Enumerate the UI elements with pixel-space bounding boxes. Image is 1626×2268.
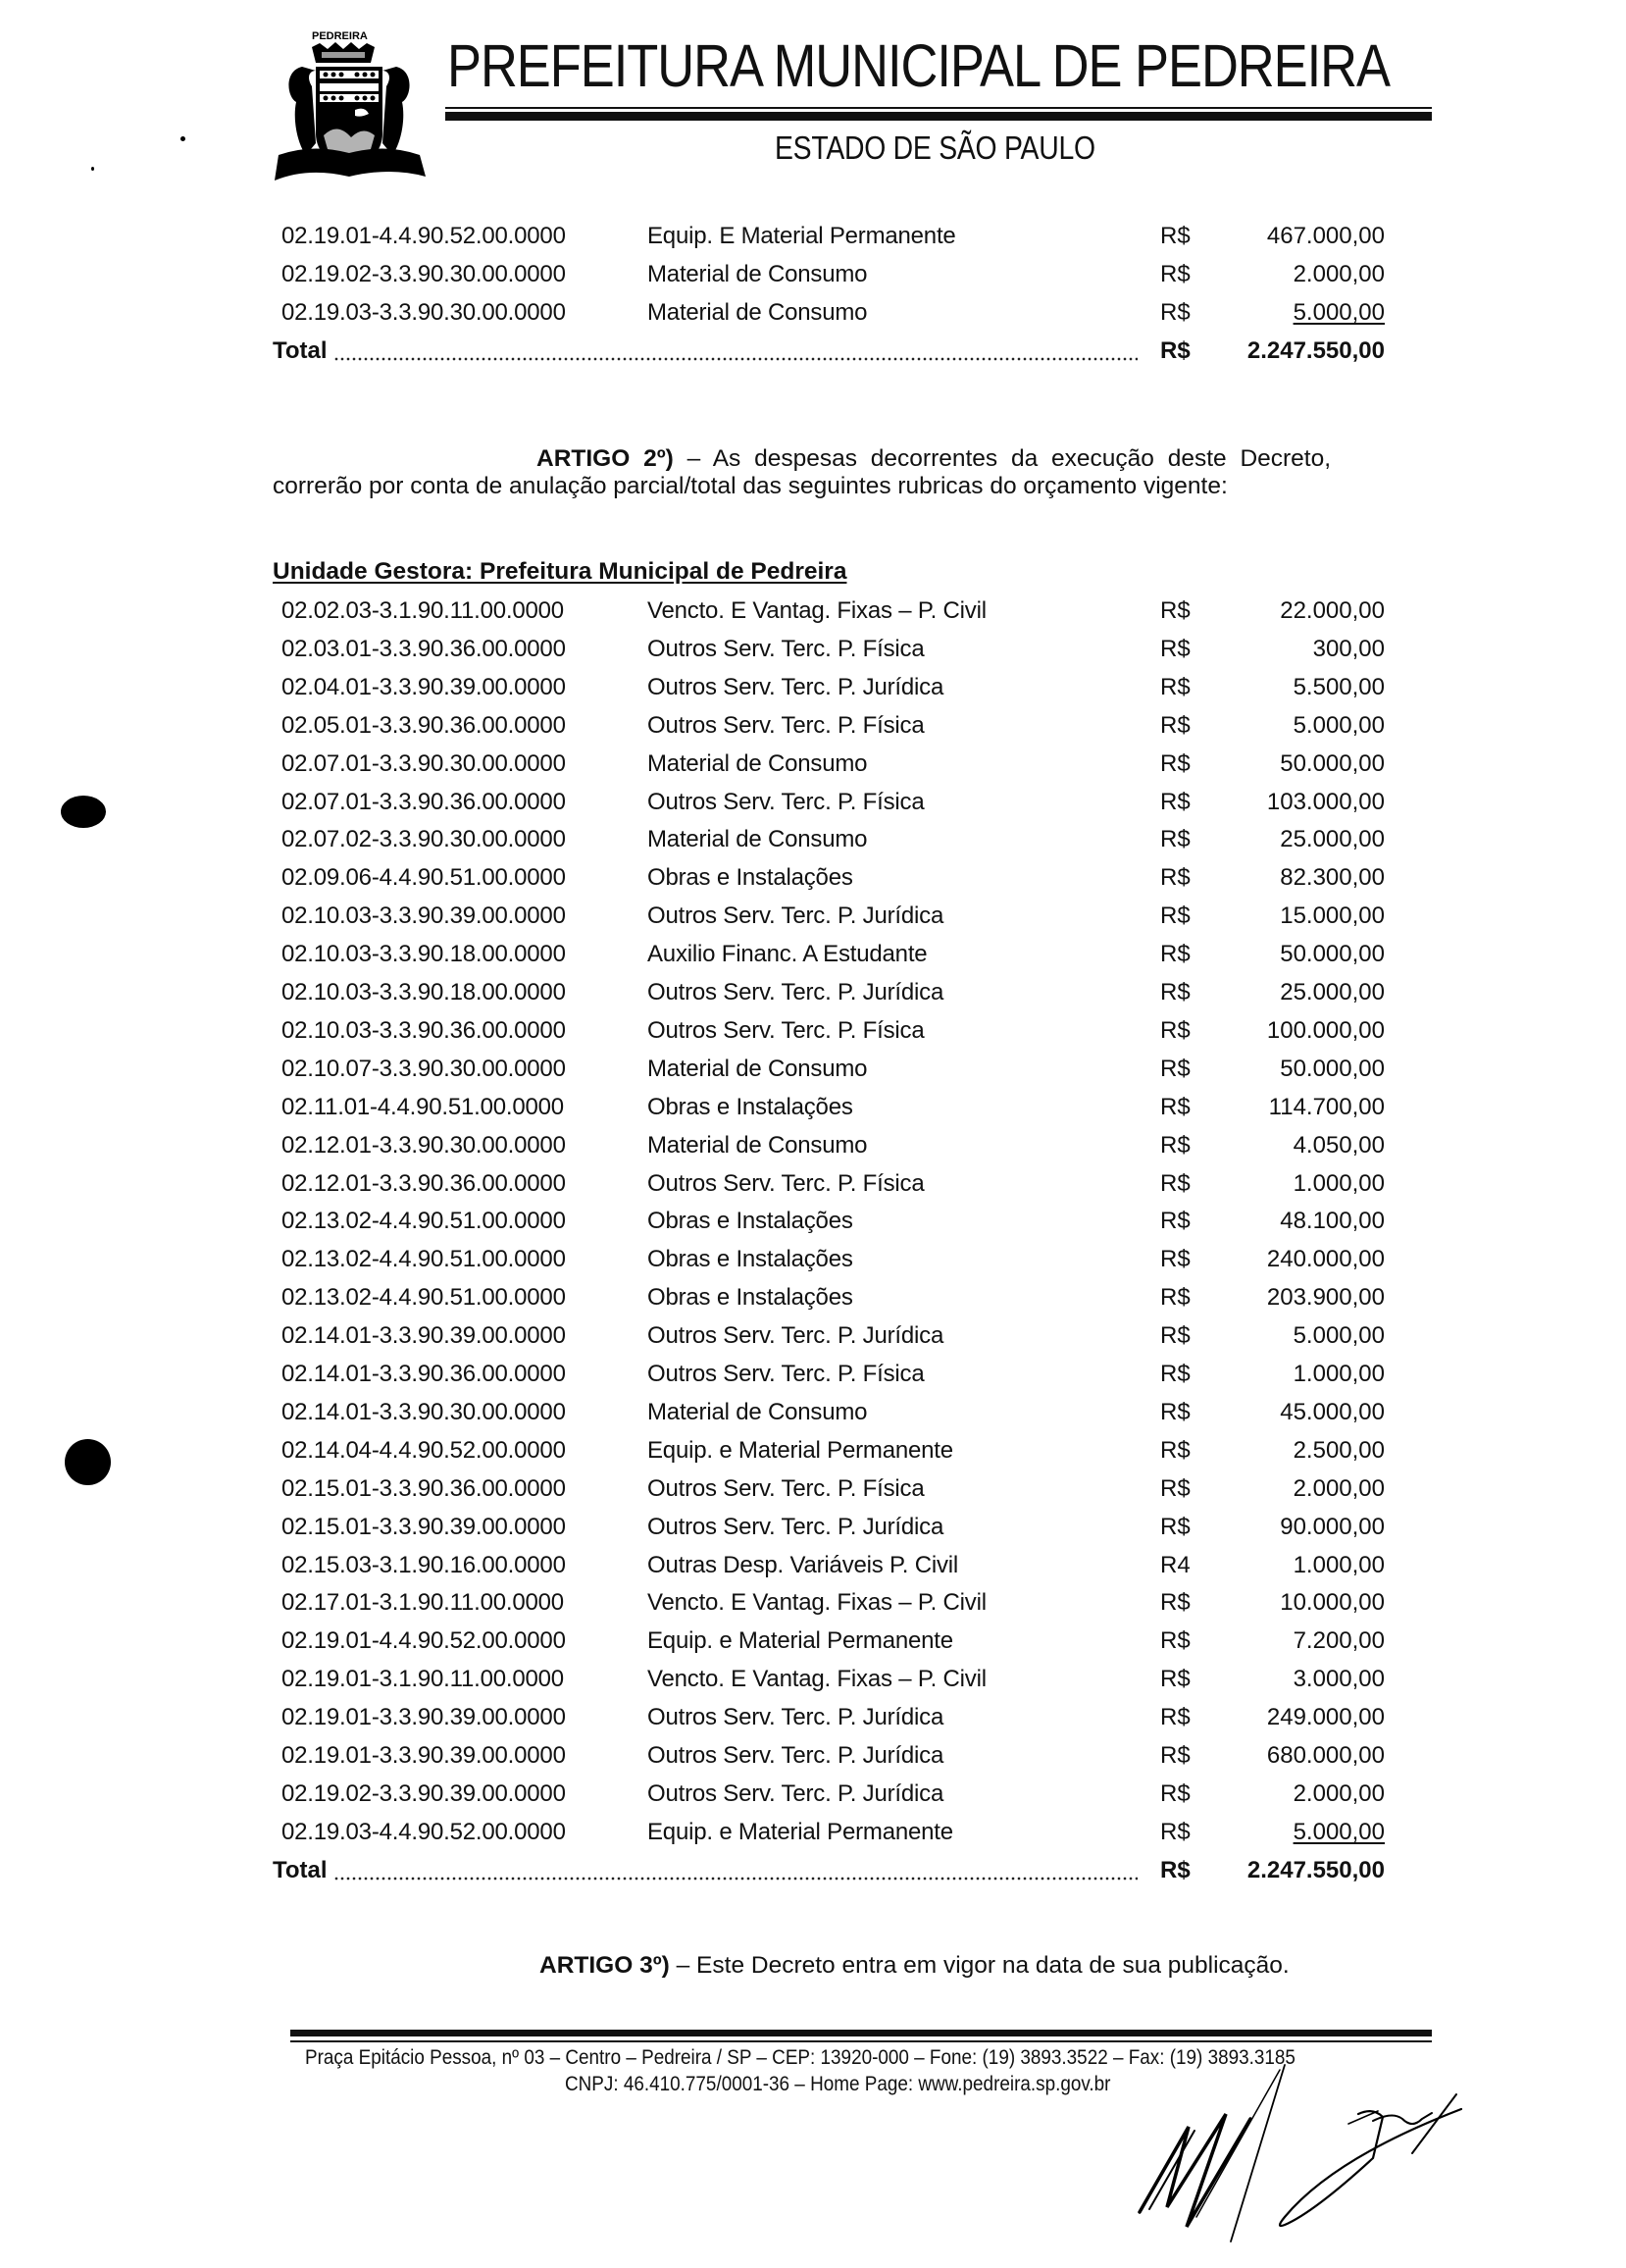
amount-value: 2.000,00	[1293, 261, 1385, 287]
amount-value: 82.300,00	[1280, 864, 1385, 892]
table-row	[281, 1514, 1390, 1547]
table-row	[281, 941, 1390, 974]
account-description: Vencto. E Vantag. Fixas – P. Civil	[647, 597, 987, 624]
account-code: 02.12.01-3.3.90.30.00.0000	[281, 1131, 566, 1159]
punch-hole	[65, 1439, 111, 1485]
account-code: 02.14.01-3.3.90.36.00.0000	[281, 1361, 566, 1387]
account-description: Obras e Instalações	[647, 1208, 853, 1235]
amount-value: 240.000,00	[1266, 1246, 1385, 1273]
amount-value: 5.500,00	[1293, 673, 1385, 700]
account-code: 02.07.01-3.3.90.36.00.0000	[281, 788, 566, 815]
amount-value: 5.000,00	[1293, 1322, 1385, 1350]
account-description: Obras e Instalações	[647, 1246, 853, 1273]
currency-label: R$	[1160, 1627, 1191, 1655]
currency-label: R$	[1160, 1856, 1191, 1883]
amount-value: 25.000,00	[1280, 979, 1385, 1005]
table-row	[281, 1780, 1390, 1814]
dotted-leader	[333, 357, 1138, 361]
currency-label: R$	[1160, 1016, 1191, 1044]
footer-rule-thick	[290, 2030, 1432, 2036]
account-code: 02.19.03-3.3.90.30.00.0000	[281, 299, 566, 326]
table-row	[281, 979, 1390, 1012]
account-description: Material de Consumo	[647, 261, 868, 287]
currency-label: R$	[1160, 979, 1191, 1005]
amount-value: 203.900,00	[1266, 1284, 1385, 1312]
account-description: Vencto. E Vantag. Fixas – P. Civil	[647, 1589, 987, 1617]
table-row	[281, 1552, 1390, 1585]
amount-value: 300,00	[1312, 635, 1385, 662]
table-row	[281, 674, 1390, 707]
currency-label: R$	[1160, 1322, 1191, 1350]
amount-value: 2.000,00	[1293, 1779, 1385, 1807]
amount-value: 680.000,00	[1266, 1742, 1385, 1769]
amount-value: 50.000,00	[1280, 941, 1385, 968]
account-code: 02.19.02-3.3.90.30.00.0000	[281, 261, 566, 287]
table-row	[281, 1666, 1390, 1699]
currency-label: R$	[1160, 597, 1191, 624]
currency-label: R$	[1160, 941, 1191, 968]
currency-label: R$	[1160, 1361, 1191, 1387]
currency-label: R$	[1160, 1704, 1191, 1731]
table-total-row	[273, 337, 1390, 371]
table-row	[281, 750, 1390, 784]
table-row	[281, 1437, 1390, 1470]
table-row	[281, 1056, 1390, 1089]
currency-label: R$	[1160, 1055, 1191, 1082]
currency-label: R$	[1160, 1436, 1191, 1464]
table-row	[281, 1704, 1390, 1737]
currency-label: R$	[1160, 673, 1191, 700]
currency-label: R$	[1160, 1398, 1191, 1425]
amount-value: 1.000,00	[1293, 1551, 1385, 1578]
account-description: Equip. e Material Permanente	[647, 1627, 953, 1655]
total-amount: 2.247.550,00	[1246, 1856, 1385, 1883]
table-row	[281, 712, 1390, 746]
account-code: 02.10.03-3.3.90.36.00.0000	[281, 1016, 566, 1044]
amount-value: 10.000,00	[1280, 1589, 1385, 1617]
amount-value: 2.000,00	[1293, 1474, 1385, 1502]
amount-value: 114.700,00	[1268, 1093, 1385, 1120]
amount-value: 45.000,00	[1280, 1398, 1385, 1425]
article-2-line-1	[536, 445, 1331, 473]
currency-label: R$	[1160, 1093, 1191, 1120]
amount-value: 249.000,00	[1266, 1704, 1385, 1731]
account-code: 02.13.02-4.4.90.51.00.0000	[281, 1208, 566, 1235]
account-code: 02.05.01-3.3.90.36.00.0000	[281, 711, 566, 739]
amount-value: 1.000,00	[1293, 1361, 1385, 1387]
dotted-leader	[333, 1877, 1138, 1881]
amount-value: 467.000,00	[1266, 223, 1385, 249]
currency-label: R$	[1160, 902, 1191, 930]
amount-value: 48.100,00	[1280, 1208, 1385, 1235]
account-description: Obras e Instalações	[647, 864, 853, 892]
account-code: 02.19.01-3.1.90.11.00.0000	[281, 1666, 564, 1693]
amount-value: 103.000,00	[1266, 788, 1385, 815]
amount-value: 90.000,00	[1280, 1513, 1385, 1540]
account-code: 02.17.01-3.1.90.11.00.0000	[281, 1589, 564, 1617]
unit-heading: Unidade Gestora: Prefeitura Municipal de Pedreira	[273, 558, 847, 585]
article-2-line-2: correrão por conta de anulação parcial/total das seguintes rubricas do orçamento vigente:	[273, 473, 1228, 499]
account-code: 02.04.01-3.3.90.39.00.0000	[281, 673, 566, 700]
total-amount: 2.247.550,00	[1246, 337, 1385, 364]
table-total-row	[273, 1857, 1390, 1890]
header-rule-thin	[445, 107, 1432, 109]
table-row	[281, 826, 1390, 859]
table-row	[281, 1475, 1390, 1509]
amount-value: 7.200,00	[1293, 1627, 1385, 1655]
account-code: 02.03.01-3.3.90.36.00.0000	[281, 635, 566, 662]
account-code: 02.09.06-4.4.90.51.00.0000	[281, 864, 566, 892]
article-3-text: – Este Decreto entra em vigor na data de sua publicação.	[669, 1952, 1290, 1979]
account-code: 02.07.02-3.3.90.30.00.0000	[281, 826, 566, 853]
currency-label: R$	[1160, 1246, 1191, 1273]
currency-label: R$	[1160, 1666, 1191, 1693]
currency-label: R$	[1160, 223, 1191, 249]
account-code: 02.19.01-4.4.90.52.00.0000	[281, 1627, 566, 1655]
account-code: 02.19.03-4.4.90.52.00.0000	[281, 1818, 566, 1845]
currency-label: R$	[1160, 1131, 1191, 1159]
currency-label: R$	[1160, 788, 1191, 815]
coat-of-arms-icon	[273, 27, 426, 182]
punch-hole	[61, 796, 106, 828]
account-description: Equip. E Material Permanente	[647, 223, 956, 249]
account-description: Outros Serv. Terc. P. Física	[647, 1361, 925, 1387]
account-code: 02.19.01-4.4.90.52.00.0000	[281, 223, 566, 249]
account-code: 02.15.01-3.3.90.36.00.0000	[281, 1474, 566, 1502]
amount-value: 22.000,00	[1280, 597, 1385, 624]
account-code: 02.14.01-3.3.90.30.00.0000	[281, 1398, 566, 1425]
account-description: Material de Consumo	[647, 1398, 868, 1425]
table-row	[281, 1246, 1390, 1279]
account-code: 02.14.04-4.4.90.52.00.0000	[281, 1436, 566, 1464]
organization-subtitle: ESTADO DE SÃO PAULO	[775, 129, 1095, 166]
account-description: Outros Serv. Terc. P. Jurídica	[647, 1779, 944, 1807]
account-code: 02.19.01-3.3.90.39.00.0000	[281, 1704, 566, 1731]
account-description: Outros Serv. Terc. P. Física	[647, 635, 925, 662]
account-description: Outros Serv. Terc. P. Física	[647, 1474, 925, 1502]
table-row	[281, 1589, 1390, 1623]
currency-label: R$	[1160, 864, 1191, 892]
account-description: Outros Serv. Terc. P. Física	[647, 1016, 925, 1044]
account-description: Obras e Instalações	[647, 1284, 853, 1312]
table-row	[281, 299, 1390, 333]
account-code: 02.11.01-4.4.90.51.00.0000	[281, 1093, 564, 1120]
account-description: Outros Serv. Terc. P. Jurídica	[647, 1513, 944, 1540]
currency-label: R$	[1160, 1169, 1191, 1197]
account-description: Outros Serv. Terc. P. Física	[647, 1169, 925, 1197]
account-code: 02.07.01-3.3.90.30.00.0000	[281, 749, 566, 777]
amount-value: 100.000,00	[1266, 1016, 1385, 1044]
currency-label: R$	[1160, 1742, 1191, 1769]
currency-label: R$	[1160, 261, 1191, 287]
currency-label: R$	[1160, 1513, 1191, 1540]
currency-label: R$	[1160, 1589, 1191, 1617]
account-description: Material de Consumo	[647, 749, 868, 777]
currency-label: R$	[1160, 749, 1191, 777]
account-description: Outros Serv. Terc. P. Jurídica	[647, 1322, 944, 1350]
account-code: 02.10.03-3.3.90.39.00.0000	[281, 902, 566, 930]
table-row	[281, 864, 1390, 898]
amount-value: 2.500,00	[1293, 1436, 1385, 1464]
amount-value: 4.050,00	[1293, 1131, 1385, 1159]
footer-cnpj-homepage: CNPJ: 46.410.775/0001-36 – Home Page: www.pedreira.sp.gov.br	[565, 2073, 1111, 2095]
currency-label: R$	[1160, 711, 1191, 739]
scan-speck	[91, 167, 94, 171]
amount-value: 15.000,00	[1280, 902, 1385, 930]
organization-title: PREFEITURA MUNICIPAL DE PEDREIRA	[447, 32, 1390, 99]
amount-value: 50.000,00	[1280, 1055, 1385, 1082]
account-description: Outros Serv. Terc. P. Jurídica	[647, 902, 944, 930]
account-description: Equip. e Material Permanente	[647, 1436, 953, 1464]
account-description: Outros Serv. Terc. P. Jurídica	[647, 1704, 944, 1731]
account-description: Outros Serv. Terc. P. Jurídica	[647, 1742, 944, 1769]
currency-label: R$	[1160, 337, 1191, 364]
table-row	[281, 1742, 1390, 1776]
account-code: 02.15.03-3.1.90.16.00.0000	[281, 1551, 566, 1578]
amount-value: 3.000,00	[1293, 1666, 1385, 1693]
account-description: Outros Serv. Terc. P. Física	[647, 711, 925, 739]
account-description: Material de Consumo	[647, 299, 868, 326]
article-3-heading: ARTIGO 3º)	[539, 1952, 670, 1979]
account-code: 02.13.02-4.4.90.51.00.0000	[281, 1246, 566, 1273]
table-row	[281, 1094, 1390, 1127]
account-description: Equip. e Material Permanente	[647, 1818, 953, 1845]
account-code: 02.12.01-3.3.90.36.00.0000	[281, 1169, 566, 1197]
table-row	[281, 902, 1390, 936]
amount-value: 5.000,00	[1293, 711, 1385, 739]
amount-value: 50.000,00	[1280, 749, 1385, 777]
account-description: Auxilio Financ. A Estudante	[647, 941, 928, 968]
signature-icon	[1079, 2040, 1520, 2268]
municipal-crest-logo	[273, 27, 426, 182]
account-code: 02.10.03-3.3.90.18.00.0000	[281, 941, 566, 968]
account-description: Vencto. E Vantag. Fixas – P. Civil	[647, 1666, 987, 1693]
currency-label: R$	[1160, 299, 1191, 326]
table-row	[281, 1132, 1390, 1165]
table-row	[281, 223, 1390, 256]
table-row	[281, 1361, 1390, 1394]
account-description: Material de Consumo	[647, 1055, 868, 1082]
table-row	[281, 1819, 1390, 1852]
table-row	[281, 1208, 1390, 1241]
amount-value: 25.000,00	[1280, 826, 1385, 853]
table-row	[281, 597, 1390, 631]
currency-label: R$	[1160, 826, 1191, 853]
currency-label: R$	[1160, 1474, 1191, 1502]
svg-text:PEDREIRA: PEDREIRA	[312, 30, 368, 42]
amount-value: 5.000,00	[1293, 1818, 1385, 1845]
table-row	[281, 1170, 1390, 1204]
amount-value: 1.000,00	[1293, 1169, 1385, 1197]
article-2-heading: ARTIGO 2º)	[536, 445, 674, 472]
account-description: Outros Serv. Terc. P. Jurídica	[647, 979, 944, 1005]
account-code: 02.19.01-3.3.90.39.00.0000	[281, 1742, 566, 1769]
table-row	[281, 1322, 1390, 1356]
total-label: Total	[273, 337, 328, 364]
account-description: Material de Consumo	[647, 826, 868, 853]
table-row	[281, 1627, 1390, 1661]
account-description: Outras Desp. Variáveis P. Civil	[647, 1551, 959, 1578]
account-description: Material de Consumo	[647, 1131, 868, 1159]
currency-label: R$	[1160, 1779, 1191, 1807]
total-label: Total	[273, 1856, 328, 1883]
account-description: Obras e Instalações	[647, 1093, 853, 1120]
account-code: 02.10.03-3.3.90.18.00.0000	[281, 979, 566, 1005]
table-row	[281, 789, 1390, 822]
account-code: 02.13.02-4.4.90.51.00.0000	[281, 1284, 566, 1312]
account-code: 02.14.01-3.3.90.39.00.0000	[281, 1322, 566, 1350]
account-code: 02.02.03-3.1.90.11.00.0000	[281, 597, 564, 624]
header-rule-thick	[445, 112, 1432, 121]
footer-address: Praça Epitácio Pessoa, nº 03 – Centro – Pedreira / SP – CEP: 13920-000 – Fone: (19) 3893.3522 – Fax: (19) 3893.3185	[305, 2046, 1296, 2069]
article-3	[539, 1952, 1290, 1980]
currency-label: R$	[1160, 1284, 1191, 1312]
amount-value: 5.000,00	[1293, 299, 1385, 326]
table-row	[281, 1017, 1390, 1051]
table-row	[281, 1399, 1390, 1432]
article-2-text: – As despesas decorrentes da execução deste Decreto,	[673, 445, 1332, 472]
table-row	[281, 1284, 1390, 1317]
scan-speck	[180, 136, 185, 141]
table-row	[281, 261, 1390, 294]
account-code: 02.10.07-3.3.90.30.00.0000	[281, 1055, 566, 1082]
account-code: 02.19.02-3.3.90.39.00.0000	[281, 1779, 566, 1807]
currency-label: R$	[1160, 1208, 1191, 1235]
currency-label: R$	[1160, 1818, 1191, 1845]
account-code: 02.15.01-3.3.90.39.00.0000	[281, 1513, 566, 1540]
currency-label: R4	[1160, 1551, 1191, 1578]
account-description: Outros Serv. Terc. P. Jurídica	[647, 673, 944, 700]
currency-label: R$	[1160, 635, 1191, 662]
account-description: Outros Serv. Terc. P. Física	[647, 788, 925, 815]
table-row	[281, 636, 1390, 669]
